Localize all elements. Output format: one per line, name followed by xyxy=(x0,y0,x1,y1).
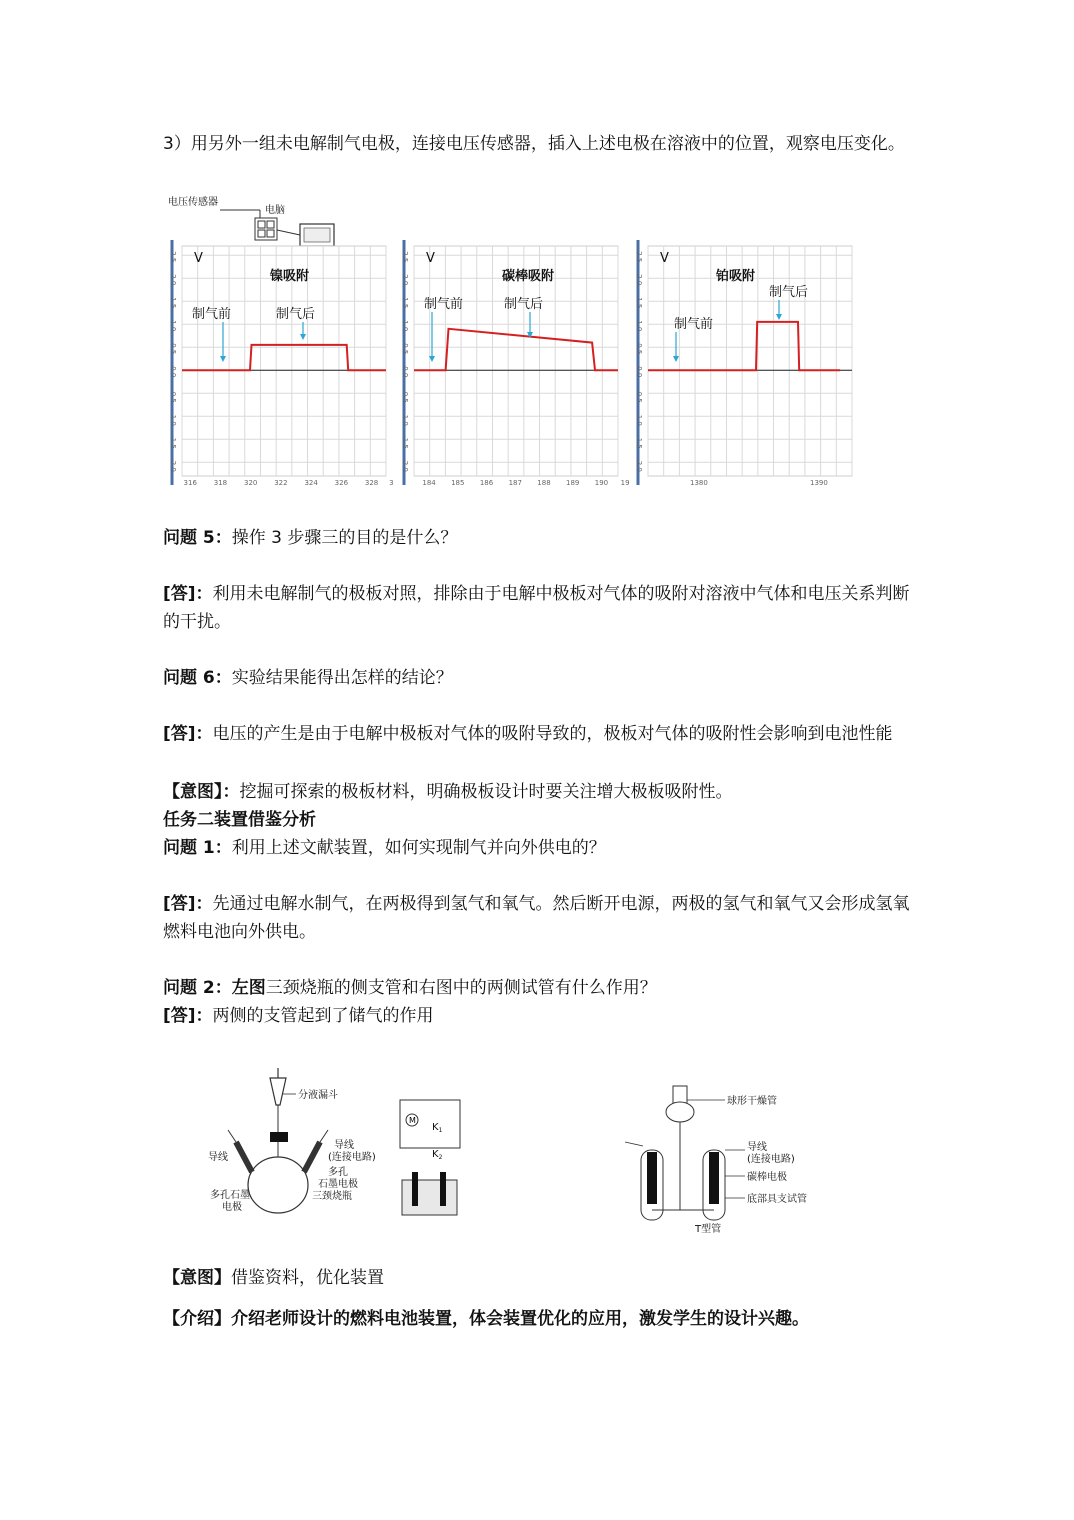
y-tick-label: 1.5 xyxy=(401,297,409,309)
x-tick-label: 1380 xyxy=(690,479,708,487)
annotation-before: 制气前 xyxy=(192,307,232,322)
x-tick-label: 185 xyxy=(451,479,465,487)
y-tick-label: 1.0 xyxy=(635,320,643,332)
y-axis-label: V xyxy=(194,251,203,266)
x-tick-label: 324 xyxy=(304,479,318,487)
x-tick-label: 187 xyxy=(508,479,522,487)
answer-6-label: [答]： xyxy=(163,724,213,744)
task-2-heading: 任务二装置借鉴分析 xyxy=(163,810,316,830)
chart-title: 镍吸附 xyxy=(270,269,310,284)
intro-2 xyxy=(163,1305,918,1333)
y-tick-label: 0.5 xyxy=(635,343,643,355)
y-tick-label: 0.5 xyxy=(169,343,177,355)
t-tube-figure xyxy=(615,1080,865,1240)
annotation-before: 制气前 xyxy=(424,297,464,312)
answer-6-text: 电压的产生是由于电解中极板对气体的吸附导致的，极板对气体的吸附性会影响到电池性能 xyxy=(212,724,893,744)
answer-5 xyxy=(163,580,918,636)
y-tick-label: 0.0 xyxy=(635,366,643,378)
answer-2 xyxy=(163,1002,918,1030)
carbon-label: 碳棒电极 xyxy=(747,1172,787,1183)
y-tick-label: 2.0 xyxy=(635,274,643,286)
question-5 xyxy=(163,524,918,552)
question-2-text: 三颈烧瓶的侧支管和右图中的两侧试管有什么作用？ xyxy=(265,978,657,998)
y-tick-label: -1.0 xyxy=(635,412,643,426)
question-1-label: 问题 1： xyxy=(163,838,232,858)
y-tick-label: 2.0 xyxy=(169,274,177,286)
flask-label: 三颈烧瓶 xyxy=(312,1191,352,1202)
porous-graphite-label: 多孔石墨 xyxy=(210,1190,250,1201)
graphite-label: 石墨电极 xyxy=(318,1179,358,1190)
y-tick-label: 1.0 xyxy=(401,320,409,332)
x-tick-label: 184 xyxy=(422,479,436,487)
y-tick-label: 2.5 xyxy=(169,251,177,263)
intro-2-text: 介绍老师设计的燃料电池装置，体会装置优化的应用，激发学生的设计兴趣。 xyxy=(231,1309,809,1329)
intent-1-label: 【意图】： xyxy=(163,782,240,802)
answer-5-text: 利用未电解制气的极板对照，排除由于电解中极板对气体的吸附对溶液中气体和电压关系判断的干扰。 xyxy=(163,584,910,632)
question-5-text: 操作 3 步骤三的目的是什么？ xyxy=(231,528,458,548)
y-tick-label: -1.0 xyxy=(169,412,177,426)
wire-right-label: 导线 xyxy=(334,1140,354,1151)
x-tick-label: 186 xyxy=(479,479,494,487)
intent-2-label: 【意图】 xyxy=(163,1268,231,1288)
electrode-label: 电极 xyxy=(222,1202,242,1213)
intro-paragraph: 3）用另外一组未电解制气电极，连接电压传感器，插入上述电极在溶液中的位置，观察电压变化。 xyxy=(163,134,905,154)
y-tick-label: -1.0 xyxy=(401,412,409,426)
chart-panel-2 xyxy=(401,240,630,487)
y-tick-label: 2.0 xyxy=(401,274,409,286)
y-tick-label: -1.5 xyxy=(635,435,643,449)
answer-1 xyxy=(163,890,918,946)
x-tick-label: 1390 xyxy=(810,479,828,487)
x-tick-label: 189 xyxy=(566,479,580,487)
voltage-charts xyxy=(168,240,858,490)
funnel-icon xyxy=(270,1078,286,1105)
answer-1-text: 先通过电解水制气，在两极得到氢气和氧气。然后断开电源，两极的氢气和氧气又会形成氢氧燃料电池向外供电。 xyxy=(163,894,910,942)
x-tick-label: 326 xyxy=(334,479,349,487)
intro-2-label: 【介绍】 xyxy=(163,1309,231,1329)
x-tick-label: 3 xyxy=(389,479,394,487)
wire-left-label: 导线 xyxy=(208,1152,228,1163)
beaker-icon xyxy=(402,1180,457,1215)
y-tick-label: 0.5 xyxy=(401,343,409,355)
dryer-label: 球形干燥管 xyxy=(727,1096,777,1107)
annotation-after: 制气后 xyxy=(276,307,316,322)
y-tick-label: 2.5 xyxy=(635,251,643,263)
k2-label: $K_2$ xyxy=(432,1149,443,1161)
x-tick-label: 318 xyxy=(213,479,228,487)
computer-label: 电脑 xyxy=(265,205,285,216)
question-1-text: 利用上述文献装置，如何实现制气并向外供电的？ xyxy=(231,838,606,858)
y-tick-label: -1.5 xyxy=(401,435,409,449)
answer-2-label: [答]： xyxy=(163,1006,213,1026)
y-axis-label: V xyxy=(660,251,669,266)
x-tick-label: 322 xyxy=(274,479,288,487)
y-tick-label: -2.0 xyxy=(635,458,643,472)
answer-5-label: [答]： xyxy=(163,584,213,604)
question-6-label: 问题 6： xyxy=(163,668,232,688)
question-5-label: 问题 5： xyxy=(163,528,232,548)
circuit-label: (连接电路) xyxy=(328,1152,376,1163)
tube-label: 底部具支试管 xyxy=(747,1194,807,1205)
x-tick-label: 316 xyxy=(183,479,197,487)
answer-1-label: [答]： xyxy=(163,894,213,914)
porous-label: 多孔 xyxy=(328,1167,348,1178)
question-2 xyxy=(163,974,918,1002)
y-tick-label: -1.5 xyxy=(169,435,177,449)
dryer-icon xyxy=(666,1102,694,1122)
t-tube-label: T型管 xyxy=(695,1224,722,1235)
x-tick-label: 19 xyxy=(620,479,630,487)
x-tick-label: 188 xyxy=(537,479,551,487)
three-neck-flask-figure xyxy=(200,1060,470,1225)
intent-1-text: 挖掘可探索的极板材料，明确极板设计时要关注增大极板吸附性。 xyxy=(239,782,733,802)
y-tick-label: -0.5 xyxy=(169,389,177,403)
y-tick-label: -0.5 xyxy=(401,389,409,403)
question-2-label: 问题 2： xyxy=(163,978,232,998)
funnel-label: 分液漏斗 xyxy=(298,1090,338,1101)
y-tick-label: 1.0 xyxy=(169,320,177,332)
y-tick-label: -2.0 xyxy=(401,458,409,472)
intent-2 xyxy=(163,1264,918,1292)
motor-label: M xyxy=(409,1116,416,1125)
answer-2-text: 两侧的支管起到了储气的作用 xyxy=(212,1006,434,1026)
x-tick-label: 320 xyxy=(244,479,258,487)
question-6 xyxy=(163,664,918,692)
sensor-label: 电压传感器 xyxy=(168,197,218,208)
y-axis-label: V xyxy=(426,251,435,266)
wire-label: 导线 xyxy=(747,1142,767,1153)
chart-title: 碳棒吸附 xyxy=(502,269,555,284)
flask-icon xyxy=(248,1157,308,1213)
y-tick-label: -2.0 xyxy=(169,458,177,472)
intent-2-text: 借鉴资料，优化装置 xyxy=(231,1268,384,1288)
k1-label: $K_1$ xyxy=(432,1122,443,1134)
x-tick-label: 190 xyxy=(594,479,609,487)
y-tick-label: 0.0 xyxy=(401,366,409,378)
intent-1 xyxy=(163,778,918,806)
annotation-after: 制气后 xyxy=(504,297,544,312)
chart-panel-1 xyxy=(169,240,394,487)
annotation-after: 制气后 xyxy=(769,285,809,300)
y-tick-label: 2.5 xyxy=(401,251,409,263)
chart-title: 铂吸附 xyxy=(716,269,756,284)
question-2-left-figure: 左图 xyxy=(231,978,266,998)
y-tick-label: -0.5 xyxy=(635,389,643,403)
answer-6 xyxy=(163,720,918,748)
y-tick-label: 1.5 xyxy=(169,297,177,309)
question-6-text: 实验结果能得出怎样的结论？ xyxy=(231,668,453,688)
question-1 xyxy=(163,834,918,862)
x-tick-label: 328 xyxy=(364,479,379,487)
stopper-icon xyxy=(270,1132,288,1142)
y-tick-label: 1.5 xyxy=(635,297,643,309)
circuit-label-right: (连接电路) xyxy=(747,1154,795,1165)
y-tick-label: 0.0 xyxy=(169,366,177,378)
chart-panel-3 xyxy=(635,240,852,487)
annotation-before: 制气前 xyxy=(674,317,714,332)
